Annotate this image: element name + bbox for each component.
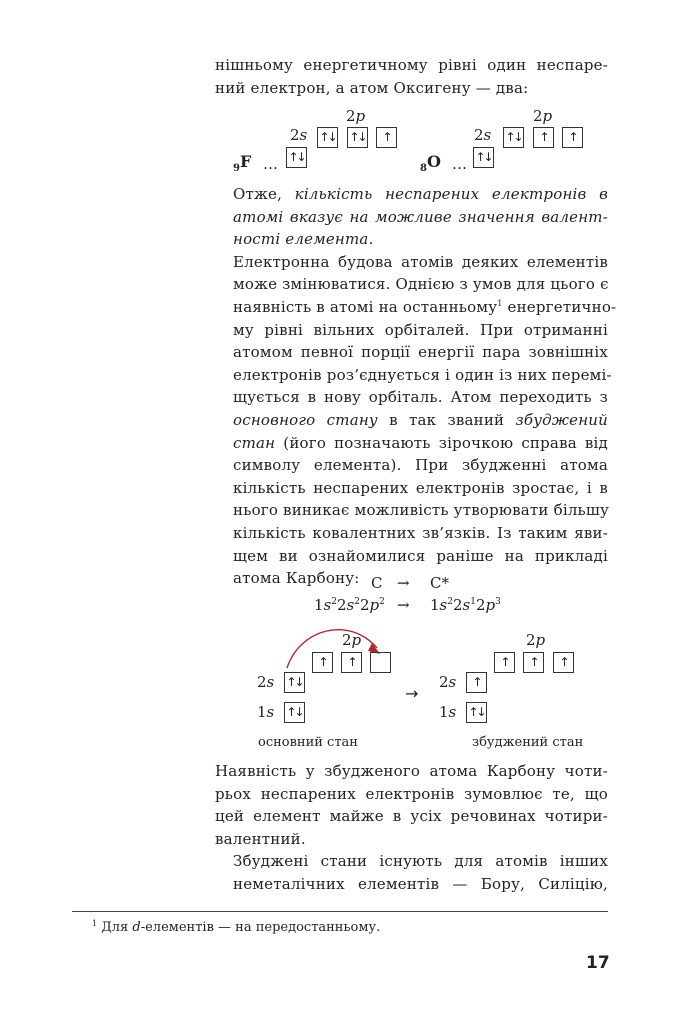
text-line: кількість неспарених електронів зростає, і в	[233, 478, 608, 497]
main-text	[215, 183, 617, 590]
paragraph	[215, 760, 608, 850]
body-paragraph	[215, 251, 617, 590]
orbital-cell: ↑	[466, 672, 487, 693]
text-line: атомом певної порції енергії пара зовнішніх	[233, 343, 608, 362]
orbital-cell: ↑↓	[286, 147, 307, 168]
orbital-label-2s: 2s	[474, 126, 492, 144]
excited-configuration: $1s^22s^12p^3$	[430, 596, 501, 614]
equation-right-symbol: C*	[430, 574, 449, 592]
text-line: му рівні вільних орбіталей. При отриманні	[233, 320, 608, 339]
orbital-label-2p: 2p	[526, 631, 546, 649]
orbital-label-1s: 1s	[257, 703, 275, 721]
intro-paragraph	[215, 54, 608, 99]
text-line: щем ви ознайомилися раніше на прикладі	[233, 546, 608, 565]
orbital-cell: ↑↓	[473, 147, 494, 168]
text-line: нішньому енергетичному рівні один неспаре-	[215, 56, 608, 74]
text-line: рьох неспарених електронів зумовлює те, що	[215, 784, 608, 803]
text-line: атома Карбону:	[233, 569, 360, 588]
orbital-label-2p: 2p	[533, 107, 553, 125]
orbital-cell: ↑	[341, 652, 362, 673]
conclusion-paragraph	[215, 183, 608, 251]
element-symbol: $_9$F	[233, 152, 252, 174]
paragraph	[215, 850, 608, 895]
orbital-label-2s: 2s	[439, 673, 457, 691]
text-span: Отже,	[233, 185, 295, 203]
orbital-cell: ↑↓	[284, 702, 305, 723]
ground-configuration: $1s^22s^22p^2$	[314, 596, 385, 614]
orbital-cell: ↑↓	[284, 672, 305, 693]
element-symbol: $_8$O	[420, 152, 441, 174]
excited-state-caption: збуджений стан	[472, 735, 584, 750]
text-line: електронів роз’єднується і один із них перемі-	[233, 365, 612, 384]
text-line: Електронна будова атомів деяких елементів	[233, 252, 608, 271]
orbital-label-2p: 2p	[346, 107, 366, 125]
text-line: наявність в атомі на останньому$^1$ енергетично-	[233, 297, 617, 316]
orbital-cell-empty	[370, 652, 391, 673]
italic-span: атомі вказує на можливе значення валент-	[233, 207, 608, 226]
orbital-label-2s: 2s	[257, 673, 275, 691]
page-number: 17	[586, 953, 610, 973]
text-line: цей елемент майже в усіх речовинах чотири-	[215, 807, 608, 826]
italic-span: ності елемента	[233, 230, 369, 249]
text-line: ний електрон, а атом Оксигену — два:	[215, 78, 529, 97]
equation-arrow: →	[397, 574, 410, 592]
footnote: $^1$ Для d-елементів — на передостанньому.	[92, 919, 381, 935]
equation-arrow: →	[397, 596, 410, 614]
orbital-label-1s: 1s	[439, 703, 457, 721]
ellipsis: …	[452, 155, 467, 173]
orbital-cell: ↑	[494, 652, 515, 673]
equation-left-symbol: C	[371, 574, 383, 592]
footnote-ref[interactable]: 1	[497, 298, 503, 308]
text-line: неметалічних елементів — Бору, Силіцію,	[233, 874, 608, 893]
orbital-cell: ↑	[376, 127, 397, 148]
text-line: кількість ковалентних зв’язків. Із таким яви-	[233, 523, 608, 542]
closing-text	[215, 760, 608, 896]
text-line: основного стану в так званий збуджений	[233, 410, 609, 429]
text-line: стан (його позначають зірочкою справа від	[233, 433, 608, 452]
orbital-cell: ↑↓	[503, 127, 524, 148]
text-line: Наявність у збудженого атома Карбону чоти-	[215, 762, 608, 780]
orbital-label-2s: 2s	[290, 126, 308, 144]
footnote-divider	[72, 911, 608, 912]
orbital-cell: ↑↓	[347, 127, 368, 148]
text-line: Збуджені стани існують для атомів інших	[233, 852, 608, 871]
orbital-cell: ↑↓	[317, 127, 338, 148]
orbital-cell: ↑	[553, 652, 574, 673]
text-line: може змінюватися. Однією з умов для цього є	[233, 275, 609, 294]
orbital-cell: ↑	[523, 652, 544, 673]
text-line: щується в нову орбіталь. Атом переходить з	[233, 388, 608, 407]
text-line: валентний.	[215, 829, 306, 848]
italic-span: кількість неспарених електронів в	[294, 185, 608, 203]
transition-arrow: →	[405, 684, 419, 703]
orbital-cell: ↑	[312, 652, 333, 673]
ground-state-caption: основний стан	[258, 735, 358, 750]
text-line: нього виникає можливість утворювати більшу	[233, 501, 610, 520]
orbital-label-2p: 2p	[342, 631, 362, 649]
orbital-cell: ↑	[533, 127, 554, 148]
text-span: .	[368, 230, 374, 249]
text-line: символу елемента). При збудженні атома	[233, 456, 608, 475]
orbital-cell: ↑	[562, 127, 583, 148]
ellipsis: …	[263, 155, 278, 173]
orbital-cell: ↑↓	[466, 702, 487, 723]
